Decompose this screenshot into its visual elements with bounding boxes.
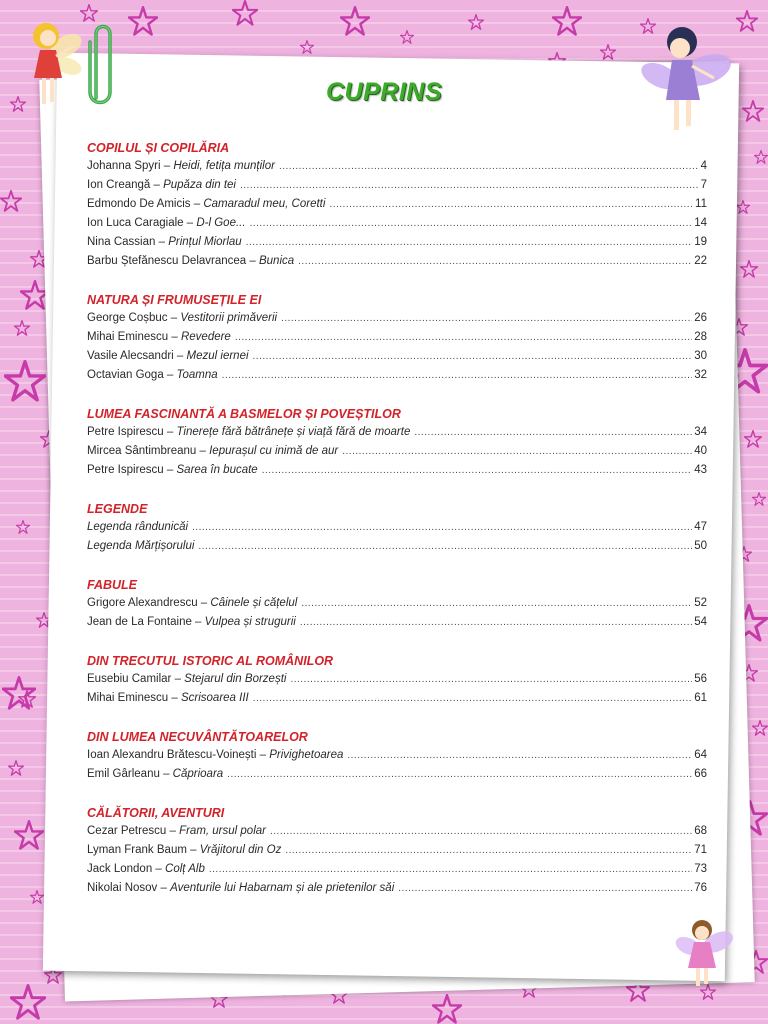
entry-dash: – bbox=[196, 445, 210, 457]
entry-author: Barbu Ștefănescu Delavrancea bbox=[87, 255, 247, 267]
entry-dash: – bbox=[246, 255, 259, 267]
toc-section bbox=[87, 576, 707, 632]
entry-work: Mezul iernei bbox=[186, 350, 249, 362]
entry-work: Bunica bbox=[258, 255, 295, 267]
entry-page-number: 28 bbox=[694, 331, 707, 343]
toc-entry[interactable] bbox=[87, 461, 707, 480]
entry-page-number: 22 bbox=[694, 255, 707, 267]
entry-author: Jack London bbox=[87, 863, 153, 875]
entry-text bbox=[87, 442, 338, 461]
entry-text bbox=[87, 252, 294, 271]
page-title: CUPRINS bbox=[325, 78, 442, 106]
star-icon bbox=[552, 6, 582, 36]
toc-entry[interactable] bbox=[87, 537, 707, 556]
toc-entry[interactable] bbox=[87, 214, 707, 233]
entry-text bbox=[87, 309, 277, 328]
entry-page-number: 73 bbox=[694, 863, 707, 875]
entry-dash: – bbox=[163, 369, 177, 381]
entry-text bbox=[87, 214, 246, 233]
entry-dash: – bbox=[186, 844, 200, 856]
entry-work: Prințul Miorlau bbox=[168, 236, 242, 248]
entry-text bbox=[87, 860, 205, 879]
entry-text bbox=[87, 594, 297, 613]
entry-work: Vestitorii primăverii bbox=[180, 312, 278, 324]
section-title: FABULE bbox=[87, 578, 137, 592]
entry-author: George Coșbuc bbox=[87, 312, 168, 324]
entry-work: Tinerețe fără bătrânețe și viață fără de moarte bbox=[176, 426, 411, 438]
entry-author: Mircea Sântimbreanu bbox=[87, 445, 197, 457]
entry-text bbox=[87, 537, 194, 556]
entry-work: Iepurașul cu inimă de aur bbox=[209, 445, 339, 457]
entry-author: Nina Cassian bbox=[87, 236, 156, 248]
dot-leader bbox=[192, 518, 692, 537]
entry-page-number: 43 bbox=[694, 464, 707, 476]
entry-page-number: 34 bbox=[694, 426, 707, 438]
section-title: LEGENDE bbox=[87, 502, 148, 516]
section-title: CĂLĂTORII, AVENTURI bbox=[87, 806, 225, 820]
entry-work: Câinele și cățelul bbox=[210, 597, 298, 609]
entry-page-number: 76 bbox=[694, 882, 707, 894]
entry-work: Colț Alb bbox=[165, 863, 205, 875]
dot-leader bbox=[285, 841, 692, 860]
section-title: COPILUL ȘI COPILĂRIA bbox=[87, 141, 230, 155]
entry-author: Jean de La Fontaine bbox=[87, 616, 192, 628]
toc-entry[interactable] bbox=[87, 765, 707, 784]
entry-text bbox=[87, 689, 249, 708]
dot-leader bbox=[414, 423, 692, 442]
entry-dash: – bbox=[155, 236, 169, 248]
entry-work: Revedere bbox=[180, 331, 231, 343]
entry-page-number: 50 bbox=[694, 540, 707, 552]
dot-leader bbox=[222, 366, 693, 385]
entry-text bbox=[87, 879, 394, 898]
entry-text bbox=[87, 347, 249, 366]
entry-page-number: 52 bbox=[694, 597, 707, 609]
entry-dash: – bbox=[163, 426, 177, 438]
entry-page-number: 66 bbox=[694, 768, 707, 780]
entry-author: Eusebiu Camilar bbox=[87, 673, 172, 685]
entry-work: Scrisoarea III bbox=[180, 692, 249, 704]
entry-text bbox=[87, 765, 223, 784]
entry-page-number: 56 bbox=[694, 673, 707, 685]
star-icon bbox=[736, 10, 758, 32]
entry-author: Grigore Alexandrescu bbox=[87, 597, 198, 609]
entry-text bbox=[87, 461, 258, 480]
toc-entry[interactable] bbox=[87, 879, 707, 898]
dot-leader bbox=[279, 157, 699, 176]
entry-work: Sarea în bucate bbox=[176, 464, 258, 476]
dot-leader bbox=[235, 328, 692, 347]
entry-page-number: 47 bbox=[694, 521, 707, 533]
entry-dash: – bbox=[191, 616, 205, 628]
dot-leader bbox=[398, 879, 692, 898]
dot-leader bbox=[198, 537, 692, 556]
entry-work: Toamna bbox=[176, 369, 218, 381]
toc-entry[interactable] bbox=[87, 347, 707, 366]
toc-section bbox=[87, 139, 707, 271]
star-icon bbox=[4, 360, 46, 402]
entry-work: Privighetoarea bbox=[269, 749, 344, 761]
star-icon bbox=[10, 984, 46, 1020]
star-icon bbox=[128, 6, 158, 36]
dot-leader bbox=[347, 746, 692, 765]
dot-leader bbox=[240, 176, 699, 195]
dot-leader bbox=[298, 252, 692, 271]
entry-text bbox=[87, 157, 275, 176]
entry-work: Aventurile lui Habarnam și ale prietenilor săi bbox=[170, 882, 395, 894]
toc-section bbox=[87, 652, 707, 708]
entry-dash: – bbox=[168, 331, 181, 343]
entry-text bbox=[87, 518, 188, 537]
table-of-contents bbox=[87, 139, 707, 898]
entry-text bbox=[87, 366, 218, 385]
entry-dash: – bbox=[171, 673, 185, 685]
entry-dash: – bbox=[160, 160, 174, 172]
star-icon bbox=[736, 200, 750, 214]
entry-dash: – bbox=[183, 217, 197, 229]
star-icon bbox=[744, 430, 762, 448]
entry-author: Cezar Petrescu bbox=[87, 825, 167, 837]
toc-entry[interactable] bbox=[87, 176, 707, 195]
entry-author: Mihai Eminescu bbox=[87, 331, 169, 343]
toc-entry[interactable] bbox=[87, 594, 707, 613]
dot-leader bbox=[300, 613, 692, 632]
star-icon bbox=[340, 6, 370, 36]
entry-work: Stejarul din Borzești bbox=[184, 673, 287, 685]
section-title: LUMEA FASCINANTĂ A BASMELOR ȘI POVEȘTILOR bbox=[87, 407, 401, 421]
entry-dash: – bbox=[197, 597, 211, 609]
entry-work: Căprioara bbox=[172, 768, 224, 780]
star-icon bbox=[740, 260, 758, 278]
star-icon bbox=[0, 190, 22, 212]
star-icon bbox=[14, 820, 44, 850]
dot-leader bbox=[227, 765, 692, 784]
entry-page-number: 14 bbox=[694, 217, 707, 229]
entry-page-number: 40 bbox=[694, 445, 707, 457]
entry-page-number: 61 bbox=[694, 692, 707, 704]
entry-page-number: 64 bbox=[694, 749, 707, 761]
entry-page-number: 4 bbox=[700, 160, 707, 172]
section-title: DIN TRECUTUL ISTORIC AL ROMÂNILOR bbox=[87, 654, 334, 668]
dot-leader bbox=[301, 594, 692, 613]
entry-work: Heidi, fetița munților bbox=[173, 160, 275, 172]
toc-section bbox=[87, 405, 707, 480]
entry-work: Vrăjitorul din Oz bbox=[199, 844, 282, 856]
star-icon bbox=[752, 492, 766, 506]
entry-text bbox=[87, 746, 343, 765]
entry-dash: – bbox=[168, 692, 181, 704]
entry-page-number: 71 bbox=[694, 844, 707, 856]
entry-text bbox=[87, 423, 410, 442]
entry-author: Vasile Alecsandri bbox=[87, 350, 174, 362]
toc-section bbox=[87, 500, 707, 556]
dot-leader bbox=[329, 195, 693, 214]
star-icon bbox=[468, 14, 484, 30]
toc-section bbox=[87, 291, 707, 385]
entry-author: Johanna Spyri bbox=[87, 160, 161, 172]
fairy-icon bbox=[672, 916, 738, 997]
entry-dash: – bbox=[256, 749, 270, 761]
entry-author: Octavian Goga bbox=[87, 369, 164, 381]
toc-entry[interactable] bbox=[87, 746, 707, 765]
entry-author: Ioan Alexandru Brătescu-Voinești bbox=[87, 749, 257, 761]
entry-text bbox=[87, 176, 236, 195]
dot-leader bbox=[281, 309, 692, 328]
entry-text bbox=[87, 822, 266, 841]
entry-page-number: 30 bbox=[694, 350, 707, 362]
entry-work: Pupăza din tei bbox=[163, 179, 236, 191]
dot-leader bbox=[253, 689, 692, 708]
dot-leader bbox=[270, 822, 692, 841]
toc-entry[interactable] bbox=[87, 841, 707, 860]
entry-work: Vulpea și strugurii bbox=[204, 616, 296, 628]
star-icon bbox=[14, 320, 30, 336]
toc-section bbox=[87, 728, 707, 784]
dot-leader bbox=[253, 347, 693, 366]
entry-page-number: 54 bbox=[694, 616, 707, 628]
dot-leader bbox=[250, 214, 693, 233]
entry-dash: – bbox=[159, 768, 173, 780]
entry-dash: – bbox=[167, 312, 181, 324]
toc-section bbox=[87, 804, 707, 898]
toc-entry[interactable] bbox=[87, 233, 707, 252]
toc-entry[interactable] bbox=[87, 366, 707, 385]
toc-entry[interactable] bbox=[87, 157, 707, 176]
star-icon bbox=[16, 520, 30, 534]
toc-entry[interactable] bbox=[87, 195, 707, 214]
entry-text bbox=[87, 195, 325, 214]
entry-dash: – bbox=[190, 198, 204, 210]
toc-entry[interactable] bbox=[87, 860, 707, 879]
entry-page-number: 11 bbox=[695, 198, 707, 210]
entry-work: Legenda rândunicăi bbox=[87, 521, 189, 533]
entry-work: Legenda Mărțișorului bbox=[87, 540, 195, 552]
star-icon bbox=[600, 44, 616, 60]
entry-author: Ion Creangă bbox=[87, 179, 151, 191]
entry-dash: – bbox=[152, 863, 166, 875]
entry-page-number: 68 bbox=[694, 825, 707, 837]
toc-entry[interactable] bbox=[87, 518, 707, 537]
star-icon bbox=[754, 150, 768, 164]
entry-text bbox=[87, 841, 281, 860]
entry-page-number: 19 bbox=[694, 236, 707, 248]
entry-text bbox=[87, 670, 286, 689]
entry-author: Ion Luca Caragiale bbox=[87, 217, 184, 229]
star-icon bbox=[30, 890, 44, 904]
entry-page-number: 32 bbox=[694, 369, 707, 381]
entry-work: D-l Goe... bbox=[196, 217, 246, 229]
toc-entry[interactable] bbox=[87, 442, 707, 461]
entry-text bbox=[87, 233, 242, 252]
entry-author: Petre Ispirescu bbox=[87, 426, 164, 438]
entry-author: Nikolai Nosov bbox=[87, 882, 158, 894]
star-icon bbox=[432, 994, 462, 1024]
star-icon bbox=[2, 676, 36, 710]
entry-page-number: 7 bbox=[700, 179, 707, 191]
star-icon bbox=[400, 30, 414, 44]
toc-entry[interactable] bbox=[87, 822, 707, 841]
entry-dash: – bbox=[173, 350, 187, 362]
star-icon bbox=[300, 40, 314, 54]
toc-entry[interactable] bbox=[87, 689, 707, 708]
dot-leader bbox=[290, 670, 692, 689]
entry-work: Fram, ursul polar bbox=[179, 825, 266, 837]
toc-entry[interactable] bbox=[87, 670, 707, 689]
star-icon bbox=[8, 760, 24, 776]
entry-text bbox=[87, 613, 296, 632]
dot-leader bbox=[342, 442, 692, 461]
dot-leader bbox=[246, 233, 693, 252]
star-icon bbox=[232, 0, 258, 26]
dot-leader bbox=[209, 860, 692, 879]
entry-dash: – bbox=[150, 179, 164, 191]
entry-text bbox=[87, 328, 231, 347]
toc-entry[interactable] bbox=[87, 423, 707, 442]
entry-page-number: 26 bbox=[694, 312, 707, 324]
entry-author: Emil Gârleanu bbox=[87, 768, 160, 780]
star-icon bbox=[752, 720, 768, 736]
toc-entry[interactable] bbox=[87, 252, 707, 271]
section-title: DIN LUMEA NECUVÂNTĂTOARELOR bbox=[87, 730, 308, 744]
section-title: NATURA ȘI FRUMUSEȚILE EI bbox=[87, 293, 262, 307]
toc-entry[interactable] bbox=[87, 328, 707, 347]
entry-author: Edmondo De Amicis bbox=[87, 198, 191, 210]
entry-dash: – bbox=[157, 882, 171, 894]
entry-dash: – bbox=[163, 464, 177, 476]
toc-entry[interactable] bbox=[87, 309, 707, 328]
entry-work: Camaradul meu, Coretti bbox=[203, 198, 326, 210]
dot-leader bbox=[262, 461, 693, 480]
entry-dash: – bbox=[166, 825, 180, 837]
toc-entry[interactable] bbox=[87, 613, 707, 632]
entry-author: Petre Ispirescu bbox=[87, 464, 164, 476]
entry-author: Mihai Eminescu bbox=[87, 692, 169, 704]
entry-author: Lyman Frank Baum bbox=[87, 844, 187, 856]
